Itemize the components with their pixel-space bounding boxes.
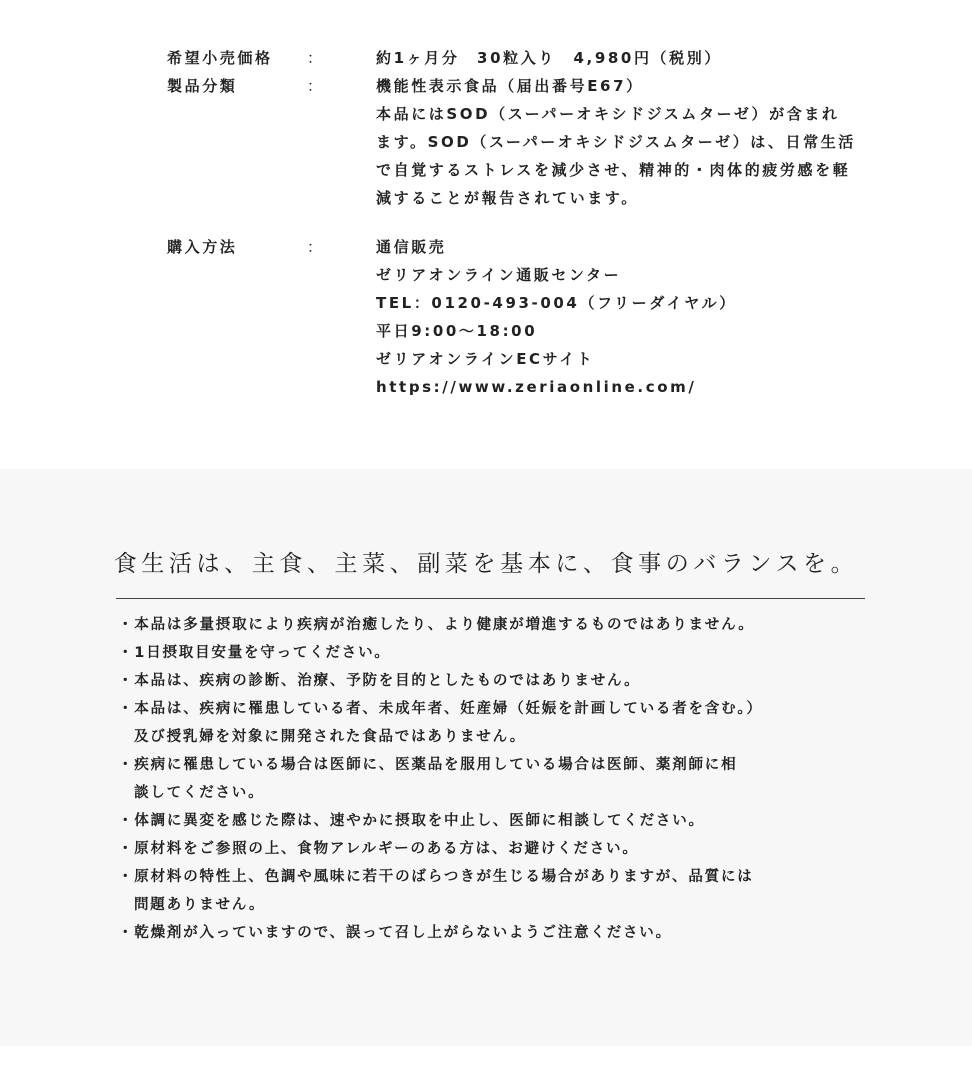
notice-item (118, 751, 878, 807)
spec-value-purchase (376, 233, 907, 401)
spec-value-line: 本品にはSOD（スーパーオキシドジスムターゼ）が含まれ (376, 105, 840, 123)
spec-row-purchase (167, 233, 907, 401)
spec-colon: ： (307, 49, 325, 67)
spec-value-line: 機能性表示食品（届出番号E67） (376, 77, 644, 95)
notice-line: ・体調に異変を感じた際は、速やかに摂取を中止し、医師に相談してください。 (118, 813, 705, 829)
spec-label-purchase: 購入方法 (167, 238, 238, 256)
spec-colon: ： (307, 238, 325, 256)
spec-value-category (376, 72, 907, 212)
notice-item (118, 611, 878, 639)
notice-title: 食生活は、主食、主菜、副菜を基本に、食事のバランスを。 (113, 551, 859, 577)
notice-section (0, 469, 972, 1046)
spec-value-line: 減することが報告されています。 (376, 189, 639, 207)
notice-line: 及び授乳婦を対象に開発された食品ではありません。 (134, 729, 527, 745)
spec-row-category (167, 72, 907, 212)
notice-item (118, 639, 878, 667)
notice-line: ・疾病に罹患している場合は医師に、医薬品を服用している場合は医師、薬剤師に相 (118, 757, 738, 773)
spec-value-line: 通信販売 (376, 238, 447, 256)
notice-line: 談してください。 (134, 785, 265, 801)
product-spec (167, 44, 907, 401)
notice-line: 問題ありません。 (134, 897, 266, 913)
notice-line: ・原材料の特性上、色調や風味に若干のばらつきが生じる場合がありますが、品質には (118, 869, 754, 885)
notice-line: ・原材料をご参照の上、食物アレルギーのある方は、お避けください。 (118, 841, 639, 857)
notice-item (118, 807, 878, 835)
spec-label-price: 希望小売価格 (167, 49, 273, 67)
notice-line: ・本品は、疾病の診断、治療、予防を目的としたものではありません。 (118, 673, 641, 689)
spec-label-category: 製品分類 (167, 77, 238, 95)
spec-row-price (167, 44, 907, 72)
spec-value-line: ゼリアオンラインECサイト (376, 350, 595, 368)
spec-value-tel: TEL：0120-493-004（フリーダイヤル） (376, 294, 737, 312)
divider (116, 598, 865, 599)
notice-list (118, 611, 878, 947)
notice-item (118, 667, 878, 695)
notice-item (118, 835, 878, 863)
notice-item (118, 863, 878, 919)
spec-value-hours: 平日9:00～18:00 (376, 322, 538, 340)
notice-line: ・本品は多量摂取により疾病が治癒したり、より健康が増進するものではありません。 (118, 617, 755, 633)
spec-value-line: ます。SOD（スーパーオキシドジスムターゼ）は、日常生活 (376, 133, 856, 151)
spec-value-price (376, 44, 907, 72)
notice-line: ・本品は、疾病に罹患している者、未成年者、妊産婦（妊娠を計画している者を含む。） (118, 701, 763, 717)
spec-value-line: で自覚するストレスを減少させ、精神的・肉体的疲労感を軽 (376, 161, 851, 179)
spec-colon: ： (307, 77, 325, 95)
notice-line: ・乾燥剤が入っていますので、誤って召し上がらないようご注意ください。 (118, 925, 672, 941)
spec-value-line: 約1ヶ月分 30粒入り 4,980円（税別） (376, 49, 722, 67)
notice-line: ・1日摂取目安量を守ってください。 (118, 645, 391, 661)
notice-item (118, 695, 878, 751)
notice-item (118, 919, 878, 947)
spec-value-line: ゼリアオンライン通販センター (376, 266, 622, 284)
spec-value-url: https://www.zeriaonline.com/ (376, 378, 697, 396)
